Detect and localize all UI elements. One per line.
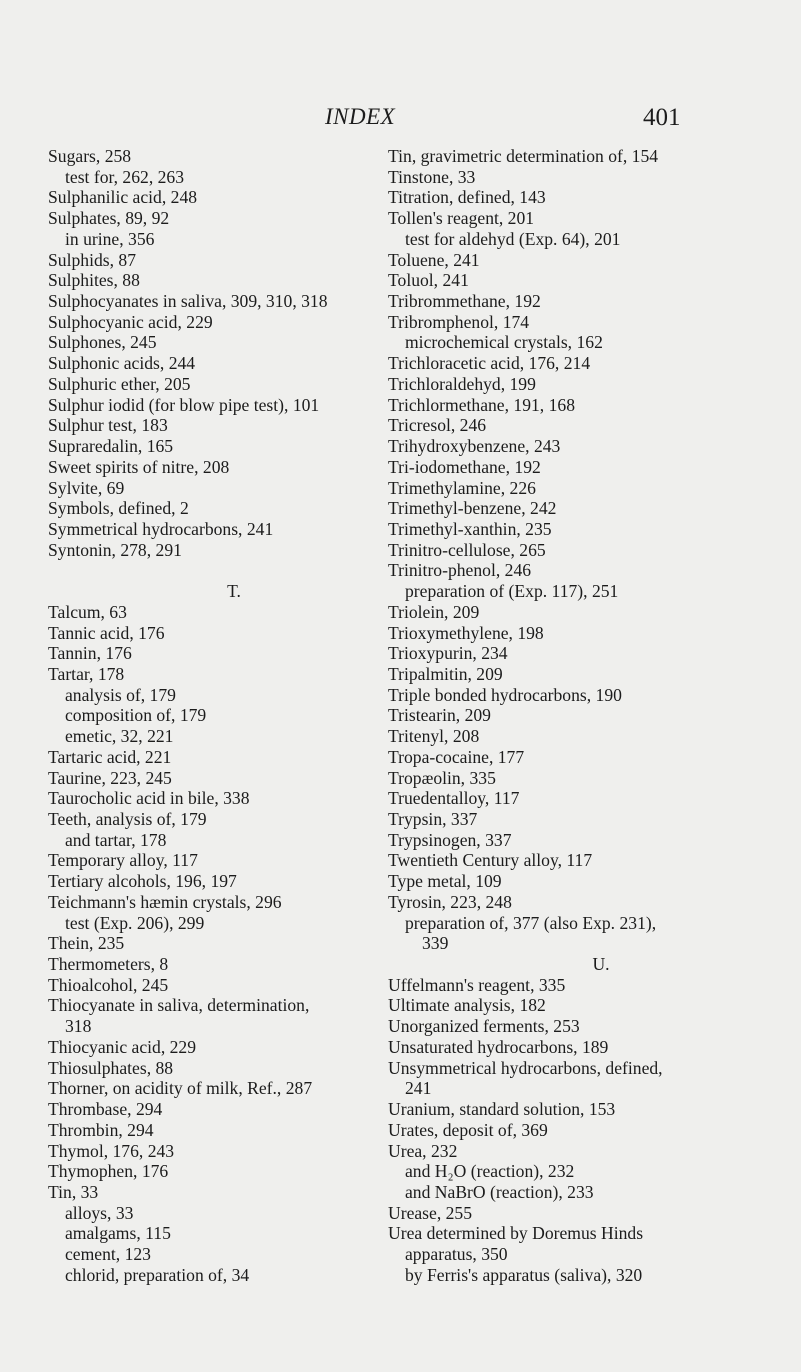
index-entry: Trimethyl-xanthin, 235 bbox=[388, 518, 552, 539]
index-entry: Thiosulphates, 88 bbox=[48, 1057, 174, 1078]
index-entry: preparation of (Exp. 117), 251 bbox=[405, 581, 619, 602]
index-entry: microchemical crystals, 162 bbox=[405, 332, 603, 353]
index-entry: Unsaturated hydrocarbons, 189 bbox=[388, 1036, 609, 1057]
index-entry: preparation of, 377 (also Exp. 231), bbox=[405, 912, 657, 933]
index-entry: Trichlormethane, 191, 168 bbox=[388, 394, 575, 415]
index-entry: Unorganized ferments, 253 bbox=[388, 1016, 580, 1037]
index-entry: 339 bbox=[422, 933, 449, 954]
index-entry: Toluol, 241 bbox=[388, 270, 469, 291]
index-entry: Uffelmann's reagent, 335 bbox=[388, 974, 566, 995]
index-entry: Tricresol, 246 bbox=[388, 415, 487, 436]
index-entry: emetic, 32, 221 bbox=[65, 726, 174, 747]
index-entry: Tartaric acid, 221 bbox=[48, 746, 172, 767]
index-entry: Thioalcohol, 245 bbox=[48, 974, 169, 995]
index-entry: Type metal, 109 bbox=[388, 871, 502, 892]
index-entry: Sulphocyanates in saliva, 309, 310, 318 bbox=[48, 291, 328, 312]
index-entry: and NaBrO (reaction), 233 bbox=[405, 1181, 594, 1202]
index-entry: apparatus, 350 bbox=[405, 1244, 508, 1265]
index-entry: Sulphonic acids, 244 bbox=[48, 353, 196, 374]
index-entry: analysis of, 179 bbox=[65, 684, 176, 705]
index-entry: 241 bbox=[405, 1078, 432, 1099]
section-letter-heading: U. bbox=[592, 954, 610, 975]
index-entry: by Ferris's apparatus (saliva), 320 bbox=[405, 1264, 643, 1285]
index-entry: Teeth, analysis of, 179 bbox=[48, 809, 207, 829]
index-entry: Unsymmetrical hydrocarbons, defined, bbox=[388, 1057, 663, 1078]
index-entry: Symbols, defined, 2 bbox=[48, 498, 189, 519]
index-entry: Tritenyl, 208 bbox=[388, 726, 480, 747]
index-entry: Urea determined by Doremus Hinds bbox=[388, 1223, 644, 1244]
index-entry: Tollen's reagent, 201 bbox=[388, 208, 535, 229]
index-entry: Uranium, standard solution, 153 bbox=[388, 1099, 616, 1120]
index-entry: 318 bbox=[65, 1016, 92, 1037]
index-entry: Thymol, 176, 243 bbox=[48, 1140, 175, 1161]
index-entry: Talcum, 63 bbox=[48, 601, 127, 622]
index-entry: Truedentalloy, 117 bbox=[388, 788, 520, 809]
index-entry: amalgams, 115 bbox=[65, 1223, 171, 1244]
index-entry: Urates, deposit of, 369 bbox=[388, 1119, 548, 1140]
index-entry: Sugars, 258 bbox=[48, 146, 132, 166]
index-entry: Urease, 255 bbox=[388, 1202, 473, 1223]
index-entry: Thrombin, 294 bbox=[48, 1119, 154, 1140]
index-entry: test for aldehyd (Exp. 64), 201 bbox=[405, 228, 621, 249]
index-entry: in urine, 356 bbox=[65, 228, 155, 249]
index-entry: Twentieth Century alloy, 117 bbox=[388, 850, 593, 871]
index-entry: Symmetrical hydrocarbons, 241 bbox=[48, 518, 274, 539]
index-entry: Trichloraldehyd, 199 bbox=[388, 373, 536, 394]
index-entry: Tartar, 178 bbox=[48, 663, 125, 684]
index-entry: Tristearin, 209 bbox=[388, 705, 491, 726]
index-entry: Sweet spirits of nitre, 208 bbox=[48, 456, 230, 477]
page-number: 401 bbox=[643, 104, 681, 131]
page-title: INDEX bbox=[325, 104, 396, 129]
index-entry: Syntonin, 278, 291 bbox=[48, 539, 182, 560]
index-entry: Sulphids, 87 bbox=[48, 249, 136, 270]
index-entry: Sulphanilic acid, 248 bbox=[48, 187, 198, 208]
index-entry: Temporary alloy, 117 bbox=[48, 850, 198, 871]
index-entry: Sylvite, 69 bbox=[48, 477, 125, 498]
index-entry: alloys, 33 bbox=[65, 1202, 134, 1223]
index-entry: Toluene, 241 bbox=[388, 249, 480, 270]
index-left-column bbox=[48, 146, 368, 1286]
index-entry: Tannic acid, 176 bbox=[48, 622, 165, 643]
page-header bbox=[0, 104, 801, 136]
index-entry: test (Exp. 206), 299 bbox=[65, 912, 205, 933]
index-entry: Trioxypurin, 234 bbox=[388, 643, 508, 664]
index-entry: Thiocyanate in saliva, determination, bbox=[48, 995, 310, 1016]
index-entry: Triple bonded hydrocarbons, 190 bbox=[388, 684, 622, 705]
index-entry bbox=[48, 560, 368, 581]
index-entry: Trihydroxybenzene, 243 bbox=[388, 436, 561, 457]
index-entry: Thermometers, 8 bbox=[48, 954, 169, 975]
section-letter-heading: T. bbox=[227, 581, 241, 602]
index-entry: Taurine, 223, 245 bbox=[48, 767, 172, 788]
index-entry: Tin, gravimetric determination of, 154 bbox=[388, 146, 659, 166]
index-entry: Sulphocyanic acid, 229 bbox=[48, 311, 213, 332]
index-entry: Triolein, 209 bbox=[388, 601, 480, 622]
index-entry: Tribromphenol, 174 bbox=[388, 311, 530, 332]
index-entry: Trypsin, 337 bbox=[388, 809, 478, 829]
index-entry: Trimethyl-benzene, 242 bbox=[388, 498, 557, 519]
index-entry: Supraredalin, 165 bbox=[48, 436, 174, 457]
index-entry: Sulphuric ether, 205 bbox=[48, 373, 191, 394]
index-entry: Trimethylamine, 226 bbox=[388, 477, 536, 498]
index-entry: cement, 123 bbox=[65, 1244, 151, 1265]
index-entry: Thrombase, 294 bbox=[48, 1099, 163, 1120]
index-entry: composition of, 179 bbox=[65, 705, 207, 726]
index-entry: Tribrommethane, 192 bbox=[388, 291, 541, 312]
index-entry: chlorid, preparation of, 34 bbox=[65, 1264, 250, 1285]
index-entry: Trinitro-cellulose, 265 bbox=[388, 539, 546, 560]
index-entry: Tropa-cocaine, 177 bbox=[388, 746, 525, 767]
index-entry: Sulphites, 88 bbox=[48, 270, 140, 291]
index-entry: Sulphones, 245 bbox=[48, 332, 157, 353]
index-entry: Tyrosin, 223, 248 bbox=[388, 891, 512, 912]
index-entry: Tin, 33 bbox=[48, 1181, 99, 1202]
index-entry: Thein, 235 bbox=[48, 933, 125, 954]
index-entry: Trinitro-phenol, 246 bbox=[388, 560, 532, 581]
index-entry: Tripalmitin, 209 bbox=[388, 663, 503, 684]
index-entry: Titration, defined, 143 bbox=[388, 187, 546, 208]
index-entry: Trioxymethylene, 198 bbox=[388, 622, 544, 643]
index-entry: Taurocholic acid in bile, 338 bbox=[48, 788, 250, 809]
index-entry: Thorner, on acidity of milk, Ref., 287 bbox=[48, 1078, 313, 1099]
index-entry: Trypsinogen, 337 bbox=[388, 829, 512, 850]
index-entry: Sulphur test, 183 bbox=[48, 415, 168, 436]
index-entry: and tartar, 178 bbox=[65, 829, 167, 850]
index-entry: Teichmann's hæmin crystals, 296 bbox=[48, 891, 282, 912]
index-entry: Thymophen, 176 bbox=[48, 1161, 169, 1182]
index-entry: Tri-iodomethane, 192 bbox=[388, 456, 541, 477]
index-entry: Sulphur iodid (for blow pipe test), 101 bbox=[48, 394, 320, 415]
index-entry: Tannin, 176 bbox=[48, 643, 132, 664]
index-entry: Thiocyanic acid, 229 bbox=[48, 1036, 197, 1057]
index-entry: Sulphates, 89, 92 bbox=[48, 208, 170, 229]
index-entry: Tertiary alcohols, 196, 197 bbox=[48, 871, 237, 892]
index-entry: Tropæolin, 335 bbox=[388, 767, 496, 788]
index-entry: Tinstone, 33 bbox=[388, 166, 476, 187]
index-right-column bbox=[388, 146, 788, 1286]
index-entry: Urea, 232 bbox=[388, 1140, 458, 1161]
index-entry: Ultimate analysis, 182 bbox=[388, 995, 546, 1016]
index-entry: Trichloracetic acid, 176, 214 bbox=[388, 353, 591, 374]
index-entry: and H₂O (reaction), 232 bbox=[405, 1161, 575, 1182]
index-entry: test for, 262, 263 bbox=[65, 166, 185, 187]
